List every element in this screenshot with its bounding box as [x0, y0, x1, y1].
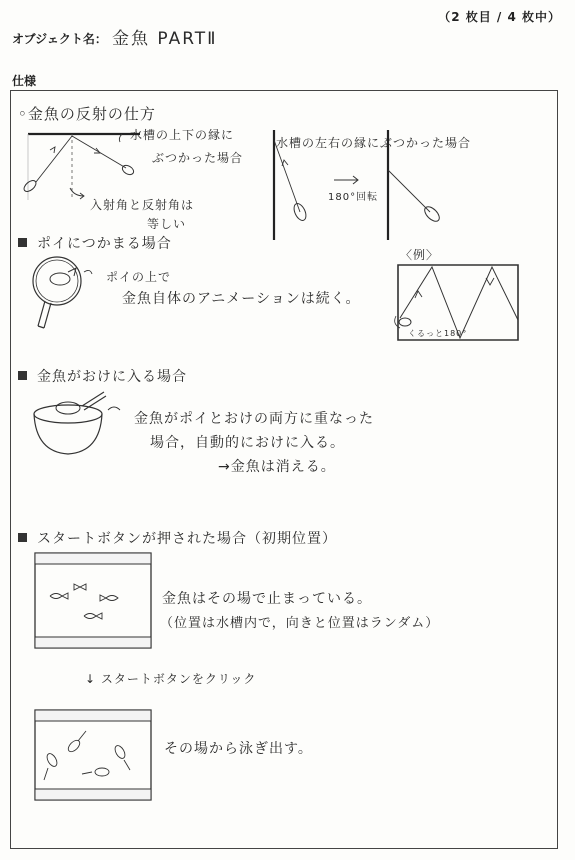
note-rotate: 180°回転 [328, 192, 379, 203]
note-angle-1: 入射角と反射角は [90, 198, 195, 212]
start-title-text: スタートボタンが押された場合（初期位置） [37, 531, 337, 547]
bowl-title-text: 金魚がおけに入る場合 [37, 369, 187, 385]
start-note-3: その場から泳ぎ出す。 [164, 741, 313, 757]
start-note-1: 金魚はその場で止まっている。 [162, 591, 372, 607]
note-angle-2: 等しい [147, 217, 187, 231]
object-name: 金魚 PARTⅡ [112, 29, 218, 49]
note-top-bottom-2: ぶつかった場合 [152, 151, 244, 165]
bowl-note-2: 場合，自動的におけに入る。 [150, 435, 345, 451]
poi-title-text: ポイにつかまる場合 [37, 236, 172, 252]
start-arrow-text: ↓ スタートボタンをクリック [85, 672, 257, 686]
reflection-title: ◦金魚の反射の仕方 [18, 105, 156, 123]
object-name-label: オブジェクト名： [12, 32, 107, 46]
start-note-2: （位置は水槽内で，向きと位置はランダム） [160, 616, 440, 631]
bowl-note-1: 金魚がポイとおけの両方に重なった [134, 411, 374, 427]
note-left-right: 水槽の左右の縁にぶつかった場合 [276, 136, 472, 150]
example-rotate: くるっと180° [408, 329, 468, 338]
poi-note-1: ポイの上で [106, 270, 172, 284]
note-top-bottom-1: 水槽の上下の縁に [130, 128, 235, 142]
page-count: （2 枚目 / 4 枚中） [438, 10, 561, 24]
spec-label: 仕様 [12, 74, 37, 88]
poi-note-2: 金魚自体のアニメーションは続く。 [122, 291, 361, 307]
bowl-note-3: →金魚は消える。 [218, 459, 336, 475]
example-label: 〈例〉 [400, 248, 440, 262]
